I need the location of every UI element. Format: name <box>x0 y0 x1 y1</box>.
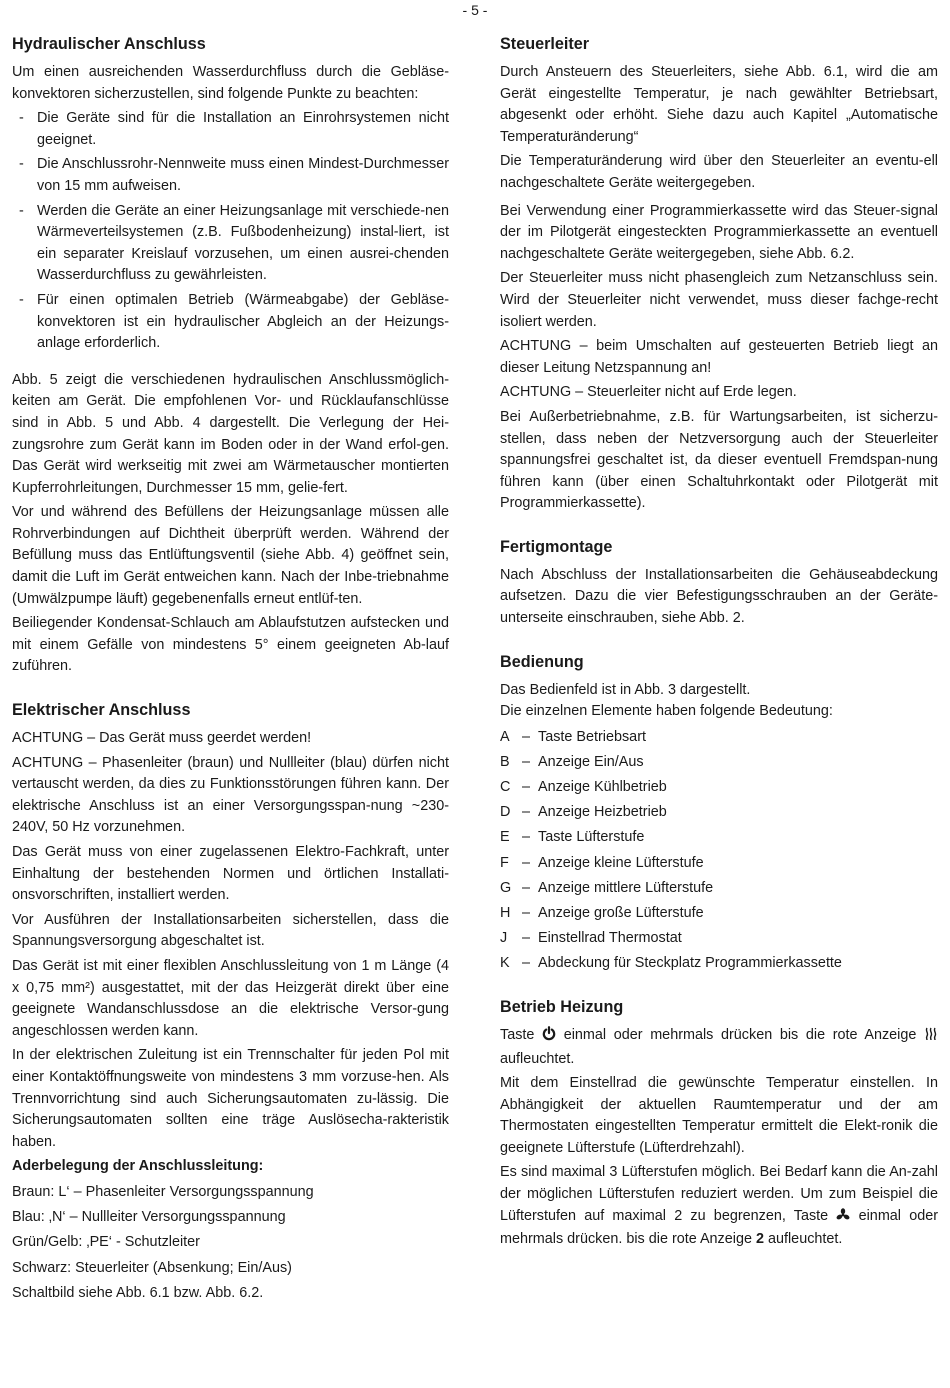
paragraph: Durch Ansteuern des Steuerleiters, siehe Abb. 6.1, wird die am Gerät eingestellte Temperatur, je nach gewählter Betriebsart, abgesenkt oder erhöht. Siehe dazu auch Kapitel „Automatische Temperaturänderung“ <box>500 64 938 145</box>
heading-operation: Bedienung <box>500 652 584 671</box>
wiring-line: Schaltbild siehe Abb. 6.1 bzw. Abb. 6.2. <box>12 1285 264 1302</box>
legend-row <box>500 827 938 849</box>
paragraph: ACHTUNG – Phasenleiter (braun) und Nullleiter (blau) dürfen nicht vertauscht werden, da dies zu Funktionsstörungen führen kann. Der elektrische Anschluss ist an einer Versorgungsspan-nung ~230-240V, 50 Hz vorzunehmen. <box>12 754 449 836</box>
fan-icon <box>836 1208 850 1230</box>
legend-dash: – <box>521 829 530 846</box>
paragraph: Das Gerät ist mit einer flexiblen Anschlussleitung von 1 m Länge (4 x 0,75 mm²) ausgestattet, mit der das Heizgerät direkt über eine geeignete Wandanschlussdose an die elektrische Versor-gung angeschlossen werden kann. <box>12 957 449 1039</box>
legend-text: Anzeige große Lüfterstufe <box>538 904 704 921</box>
paragraph: In der elektrischen Zuleitung ist ein Trennschalter für jeden Pol mit einer Kontaktöffnungsweite von mindestens 3 mm vorzuse-hen. Als Trennvorrichtung sind auch Sicherungsautomaten zu-lässig. Die Sicherungsautomaten sollten eine träge Auslösecha-rakteristik haben. <box>12 1047 449 1150</box>
legend-text: Anzeige Kühlbetrieb <box>538 779 667 796</box>
paragraph: Bei Außerbetriebnahme, z.B. für Wartungsarbeiten, ist sicherzu-stellen, dass neben der Netzversorgung auch der Steuerleiter spannungsfrei geschaltet ist, da dieser eventuell Fremdspan-nung führen kann (über einen Schaltuhrkontakt oder Pilotgerät mit Programmierkassette). <box>500 408 938 512</box>
display-value: 2 <box>755 1231 764 1248</box>
wiring-line: Braun: L‘ – Phasenleiter Versorgungsspannung <box>12 1183 314 1200</box>
legend-text: Taste Lüfterstufe <box>538 829 645 846</box>
paragraph: ACHTUNG – beim Umschalten auf gesteuerten Betrieb liegt an dieser Leitung Netzspannung an! <box>500 338 938 376</box>
hydraulic-intro: Um einen ausreichenden Wasserdurchfluss durch die Gebläse-konvektoren sicherzustellen, sind folgende Punkte zu beachten: <box>12 64 449 102</box>
legend-dash: – <box>521 728 530 745</box>
legend-row <box>500 878 938 900</box>
paragraph: Mit dem Einstellrad die gewünschte Temperatur einstellen. In Abhängigkeit der aktuellen Raumtemperatur und der am Thermostaten eingestellten Temperatur ermittelt die Elekt-ronik die geeignete Lüfterstufe (Lüfterdrehzahl). <box>500 1075 938 1156</box>
legend-dash: – <box>521 804 530 821</box>
paragraph: Bei Verwendung einer Programmierkassette wird das Steuer-signal der im Pilotgerät eingesteckten Programmierkassette an eventuell nachgeschaltete Geräte weitergegeben, siehe Abb. 6.2. <box>500 202 938 262</box>
paragraph: Nach Abschluss der Installationsarbeiten die Gehäuseabdeckung aufsetzen. Dazu die vier Befestigungsschrauben an der Geräte-unterseite einschrauben, siehe Abb. 2. <box>500 566 938 627</box>
list-item: - Für einen optimalen Betrieb (Wärmeabgabe) der Gebläse-konvektoren ist ein hydraulischer Abgleich an der Heizungs-anlage erforderlich. <box>12 290 449 355</box>
legend-list <box>500 727 938 975</box>
legend-key: B <box>500 753 510 770</box>
heading-final-assembly: Fertigmontage <box>500 537 613 556</box>
paragraph: Vor und während des Befüllens der Heizungsanlage müssen alle Rohrverbindungen auf Dichtheit überprüft werden. Während der Befüllung muss das Entlüftungsventil (siehe Abb. 4) geöffnet sein, damit die Luft im Gerät entweichen kann. Nach der Inbe-triebnahme (Umwälzpumpe läuft) gegebenenfalls erneut entlüf-ten. <box>12 504 449 607</box>
legend-dash: – <box>521 955 530 972</box>
power-icon <box>542 1026 556 1049</box>
legend-key: A <box>500 728 510 745</box>
legend-row <box>500 727 938 749</box>
heading-hydraulic: Hydraulischer Anschluss <box>12 35 206 53</box>
legend-key: D <box>500 804 511 821</box>
text-run: Taste <box>500 1026 535 1043</box>
legend-row <box>500 752 938 774</box>
legend-dash: – <box>521 879 530 896</box>
section-operation <box>500 650 938 975</box>
paragraph: Abb. 5 zeigt die verschiedenen hydraulischen Anschlussmöglich-keiten am Gerät. Die empfohlenen Vor- und Rücklaufanschlüsse sind in Abb. 5 und Abb. 4 dargestellt. Die Verlegung der Hei-zungsrohre zum Gerät kann im Boden oder in der Wand erfol-gen. Das Gerät wird werkseitig mit zwei am Wärmetauscher montierten Kupferrohrleitungen, Durchmesser 15 mm, gelie-fert. <box>12 371 449 496</box>
legend-text: Anzeige Ein/Aus <box>538 753 644 770</box>
text-run: einmal oder mehrmals drücken bis die rote Anzeige <box>563 1026 917 1043</box>
section-final-assembly <box>500 535 938 630</box>
wiring-line: Blau: ‚N‘ – Nullleiter Versorgungsspannung <box>12 1209 286 1226</box>
legend-key: F <box>500 854 509 871</box>
legend-text: Anzeige mittlere Lüfterstufe <box>538 879 714 896</box>
legend-text: Anzeige Heizbetrieb <box>538 804 667 821</box>
paragraph: Das Gerät muss von einer zugelassenen Elektro-Fachkraft, unter Einhaltung der bestehenden Normen und örtlichen Installati-onsvorschriften, installiert werden. <box>12 844 449 904</box>
legend-key: G <box>500 879 512 896</box>
paragraph: ACHTUNG – Steuerleiter nicht auf Erde legen. <box>500 384 797 401</box>
operation-line: Das Bedienfeld ist in Abb. 3 dargestellt. <box>500 681 751 698</box>
legend-key: C <box>500 779 511 796</box>
wiring-heading: Aderbelegung der Anschlussleitung: <box>12 1158 264 1175</box>
page-number: - 5 - <box>462 2 488 18</box>
legend-row <box>500 903 938 925</box>
legend-key: K <box>500 955 510 972</box>
paragraph: Der Steuerleiter muss nicht phasengleich zum Netzanschluss sein. Wird der Steuerleiter nicht verwendet, muss dieser fachge-recht isoliert werden. <box>500 270 938 330</box>
right-column <box>500 32 938 1271</box>
paragraph: Die Temperaturänderung wird über den Steuerleiter an eventu-ell nachgeschaltete Geräte weitergegeben. <box>500 153 938 191</box>
operation-line: Die einzelnen Elemente haben folgende Bedeutung: <box>500 703 833 720</box>
legend-key: H <box>500 904 511 921</box>
paragraph <box>500 1025 938 1070</box>
legend-dash: – <box>521 930 530 947</box>
left-column <box>12 32 449 1325</box>
legend-key: J <box>500 930 508 947</box>
section-hydraulic <box>12 32 449 678</box>
legend-row <box>500 853 938 875</box>
section-heating <box>500 995 938 1251</box>
heading-electrical: Elektrischer Anschluss <box>12 701 191 720</box>
legend-row <box>500 802 938 824</box>
legend-text: Abdeckung für Steckplatz Programmierkassette <box>538 955 842 972</box>
list-item: - Die Geräte sind für die Installation an Einrohrsystemen nicht geeignet. <box>12 108 449 151</box>
list-item: - Die Anschlussrohr-Nennweite muss einen Mindest-Durchmesser von 15 mm aufweisen. <box>12 154 449 197</box>
legend-dash: – <box>521 904 530 921</box>
heading-control-wire: Steuerleiter <box>500 35 590 53</box>
paragraph: Vor Ausführen der Installationsarbeiten sicherstellen, dass die Spannungsversorgung abgeschaltet ist. <box>12 911 449 950</box>
wiring-line: Grün/Gelb: ‚PE‘ - Schutzleiter <box>12 1234 200 1251</box>
hydraulic-list <box>12 108 449 355</box>
legend-text: Anzeige kleine Lüfterstufe <box>538 854 704 871</box>
text-run: Es sind maximal 3 Lüfterstufen möglich. Bei Bedarf kann die An-zahl der möglichen Lüfterstufen reduziert werden. Um zum Beispiel die Lüfterstufen auf maximal 2 zu begrenzen, Taste <box>500 1164 938 1224</box>
paragraph <box>500 1162 938 1250</box>
section-electrical <box>12 698 449 1305</box>
list-item: - Werden die Geräte an einer Heizungsanlage mit verschiede-nen Wärmeverteilsystemen (z.B. Fußbodenheizung) instal-liert, ist ein separater Kreislauf vorzusehen, um einen ausrei-chenden Wasserdurchfluss zu gewährleisten. <box>12 201 449 287</box>
legend-row <box>500 953 938 975</box>
paragraph: Beiliegender Kondensat-Schlauch am Ablaufstutzen aufstecken und mit einem Gefälle von mindestens 5° einem geeigneten Ab-lauf zuführen. <box>12 615 449 675</box>
legend-dash: – <box>521 753 530 770</box>
section-control-wire <box>500 32 938 515</box>
legend-text: Einstellrad Thermostat <box>538 930 682 947</box>
heating-icon <box>924 1027 938 1049</box>
heading-heating: Betrieb Heizung <box>500 997 624 1016</box>
paragraph: ACHTUNG – Das Gerät muss geerdet werden! <box>12 730 312 747</box>
legend-dash: – <box>521 854 530 871</box>
legend-text: Taste Betriebsart <box>538 728 646 745</box>
text-run: einmal oder mehrmals drücken. bis die rote Anzeige <box>500 1207 939 1248</box>
legend-dash: – <box>521 779 530 796</box>
wiring-line: Schwarz: Steuerleiter (Absenkung; Ein/Aus) <box>12 1259 292 1276</box>
text-run: aufleuchtet. <box>500 1050 575 1067</box>
text-run: aufleuchtet. <box>767 1231 843 1248</box>
legend-row <box>500 777 938 799</box>
legend-key: E <box>500 829 510 846</box>
legend-row <box>500 928 938 950</box>
